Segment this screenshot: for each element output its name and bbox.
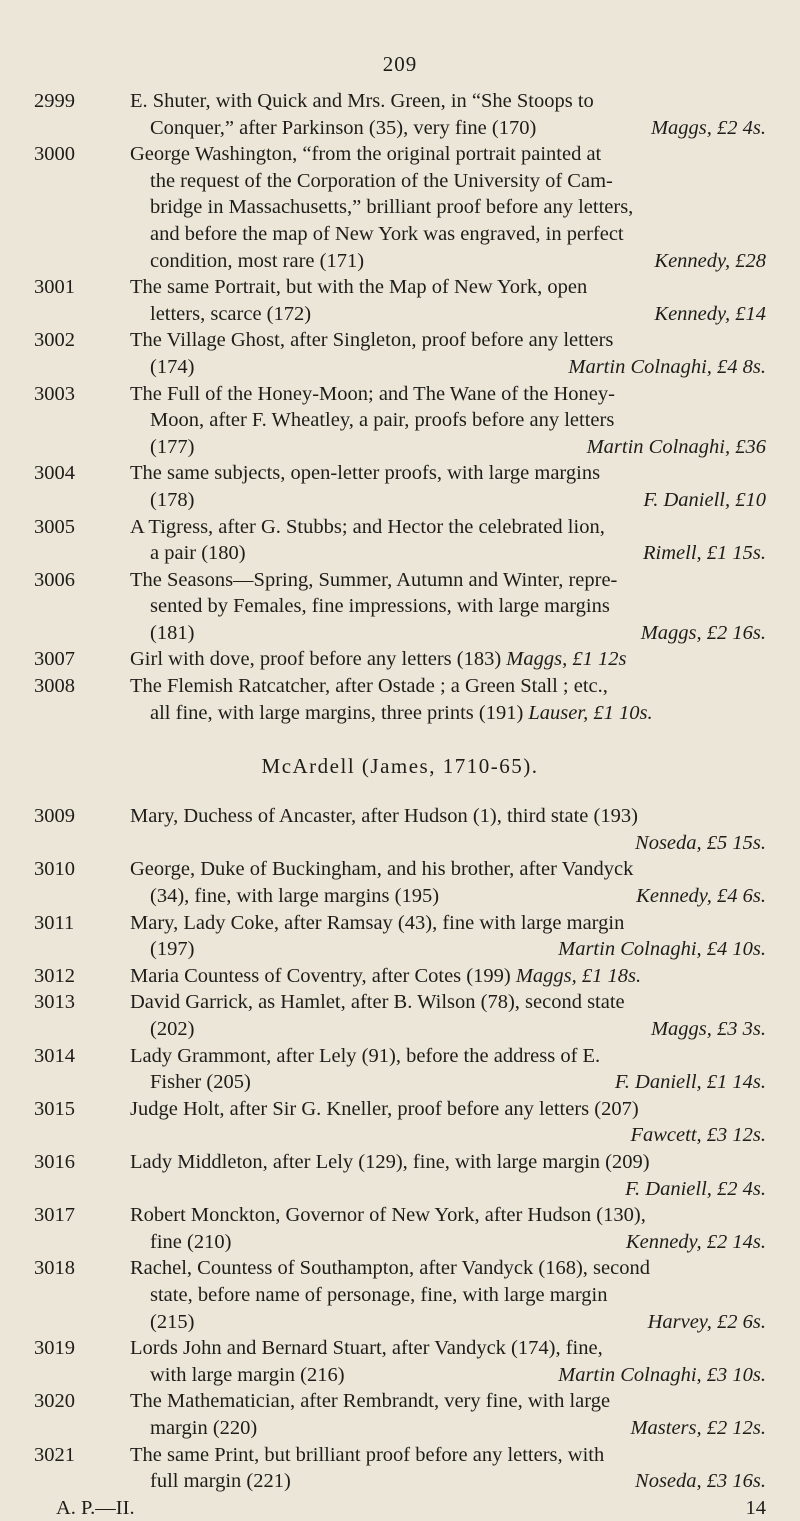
entry-line xyxy=(130,407,766,434)
description-text: The same Print, but brilliant proof before any letters, with xyxy=(130,1443,605,1466)
lot-number: 3010 xyxy=(34,858,75,881)
entry-line xyxy=(130,354,766,381)
description-text: the request of the Corporation of the University of Cam- xyxy=(150,169,613,192)
buyer-price: F. Daniell, £1 14s. xyxy=(614,1071,766,1094)
entry-line xyxy=(130,487,766,514)
buyer-price: Martin Colnaghi, £3 10s. xyxy=(558,1363,766,1386)
lot-entry xyxy=(34,1202,766,1255)
lot-number: 3013 xyxy=(34,991,75,1014)
entry-line xyxy=(130,936,766,963)
description-text: with large margin (216) xyxy=(150,1363,345,1386)
section-heading: McArdell (James, 1710-65). xyxy=(261,754,539,779)
description-text: letters, scarce (172) xyxy=(150,302,312,325)
lot-number: 3002 xyxy=(34,329,75,352)
description-text: (177) xyxy=(150,435,195,458)
description-text: sented by Females, fine impressions, with large margins xyxy=(150,595,610,618)
lot-number: 3019 xyxy=(34,1337,75,1360)
lot-entry xyxy=(34,646,766,673)
description-text: Maria Countess of Coventry, after Cotes (199) xyxy=(130,964,516,987)
description-text: The Village Ghost, after Singleton, proof before any letters xyxy=(130,329,614,352)
description-text: (197) xyxy=(150,938,195,961)
lot-number: 2999 xyxy=(34,90,75,112)
entry-line xyxy=(130,1442,766,1469)
lot-entry xyxy=(34,989,766,1042)
lot-entry xyxy=(34,1255,766,1335)
description-text: a pair (180) xyxy=(150,542,246,565)
entry-line xyxy=(130,1149,766,1176)
description-text: Rachel, Countess of Southampton, after Vandyck (168), second xyxy=(130,1257,650,1280)
entry-line xyxy=(130,700,766,727)
entry-line xyxy=(130,194,766,221)
lot-number: 3007 xyxy=(34,648,75,671)
entry-line xyxy=(130,673,766,700)
entry-line xyxy=(130,1096,766,1123)
entry-line xyxy=(130,1043,766,1070)
description-text: (215) xyxy=(150,1310,195,1333)
lot-number: 3021 xyxy=(34,1443,75,1466)
lot-number: 3011 xyxy=(34,911,75,934)
description-text: Lady Middleton, after Lely (129), fine, with large margin (209) xyxy=(130,1150,650,1173)
lot-entry xyxy=(34,88,766,141)
description-text: all fine, with large margins, three prints (191) xyxy=(150,701,529,724)
lot-number: 3006 xyxy=(34,568,75,591)
buyer-price: Martin Colnaghi, £4 10s. xyxy=(558,938,766,961)
buyer-price: Kennedy, £28 xyxy=(654,249,766,272)
entry-line xyxy=(130,620,766,647)
lot-number: 3004 xyxy=(34,462,75,485)
entry-line xyxy=(130,460,766,487)
lot-entry xyxy=(34,1043,766,1096)
page-number: 209 xyxy=(382,52,418,76)
description-text: Conquer,” after Parkinson (35), very fine (170) xyxy=(150,116,537,139)
buyer-price: F. Daniell, £10 xyxy=(643,488,766,511)
entry-line xyxy=(130,593,766,620)
entry-line xyxy=(130,1468,766,1495)
lot-number: 3012 xyxy=(34,964,75,987)
description-text: Fisher (205) xyxy=(150,1071,251,1094)
buyer-price: Kennedy, £4 6s. xyxy=(636,885,766,908)
buyer-price: Lauser, £1 10s. xyxy=(528,701,653,724)
buyer-price: Fawcett, £3 12s. xyxy=(630,1124,766,1147)
lot-group-2 xyxy=(0,803,800,1494)
description-text: (178) xyxy=(150,488,195,511)
description-text: The Flemish Ratcatcher, after Ostade ; a Green Stall ; etc., xyxy=(130,675,608,698)
description-text: state, before name of personage, fine, with large margin xyxy=(150,1283,608,1306)
entry-line xyxy=(130,1176,766,1203)
lot-number: 3014 xyxy=(34,1044,75,1067)
description-text: E. Shuter, with Quick and Mrs. Green, in “She Stoops to xyxy=(130,90,594,112)
entry-line xyxy=(130,1016,766,1043)
description-text: The same subjects, open-letter proofs, with large margins xyxy=(130,462,601,485)
entry-line xyxy=(130,803,766,830)
buyer-price: Maggs, £1 12s xyxy=(506,648,627,671)
lot-number: 3017 xyxy=(34,1204,75,1227)
buyer-price: Harvey, £2 6s. xyxy=(647,1310,766,1333)
lot-entry xyxy=(34,274,766,327)
description-text: (202) xyxy=(150,1018,195,1040)
description-text: David Garrick, as Hamlet, after B. Wilson (78), second state xyxy=(130,991,625,1014)
buyer-price: Noseda, £3 16s. xyxy=(635,1470,766,1493)
entry-line xyxy=(130,88,766,115)
lot-entries xyxy=(0,88,800,1521)
description-text: Robert Monckton, Governor of New York, after Hudson (130), xyxy=(130,1204,646,1227)
description-text: Lady Grammont, after Lely (91), before the address of E. xyxy=(130,1044,601,1067)
lot-entry xyxy=(34,514,766,567)
lot-entry xyxy=(34,567,766,647)
lot-entry xyxy=(34,1096,766,1149)
entry-line xyxy=(130,514,766,541)
description-text: The same Portrait, but with the Map of New York, open xyxy=(130,276,588,299)
buyer-price: Martin Colnaghi, £36 xyxy=(586,435,766,458)
description-text: Mary, Lady Coke, after Ramsay (43), fine with large margin xyxy=(130,911,625,934)
lot-entry xyxy=(34,910,766,963)
lot-entry xyxy=(34,1442,766,1495)
description-text: A Tigress, after G. Stubbs; and Hector the celebrated lion, xyxy=(130,515,605,538)
entry-line xyxy=(130,434,766,461)
description-text: Girl with dove, proof before any letters (183) xyxy=(130,648,507,671)
sheet-number: 14 xyxy=(745,1496,766,1519)
entry-line xyxy=(130,830,766,857)
lot-number: 3003 xyxy=(34,382,75,405)
description-text: Moon, after F. Wheatley, a pair, proofs before any letters xyxy=(150,409,615,432)
entry-line xyxy=(130,883,766,910)
entry-line xyxy=(130,1335,766,1362)
entry-line xyxy=(130,248,766,275)
description-text: The Seasons—Spring, Summer, Autumn and Winter, repre- xyxy=(130,568,618,591)
buyer-price: Maggs, £1 18s. xyxy=(515,964,642,987)
buyer-price: Maggs, £2 4s. xyxy=(650,116,766,139)
description-text: Lords John and Bernard Stuart, after Vandyck (174), fine, xyxy=(130,1337,603,1360)
entry-line xyxy=(130,381,766,408)
description-text: George Washington, “from the original portrait painted at xyxy=(130,143,602,166)
buyer-price: Maggs, £3 3s. xyxy=(650,1018,766,1040)
entry-line xyxy=(130,141,766,168)
entry-line xyxy=(130,1309,766,1336)
lot-number: 3018 xyxy=(34,1257,75,1280)
lot-number: 3001 xyxy=(34,276,75,299)
entry-line xyxy=(130,168,766,195)
entry-line xyxy=(130,567,766,594)
buyer-price: F. Daniell, £2 4s. xyxy=(625,1177,766,1200)
lot-entry xyxy=(34,141,766,274)
entry-line xyxy=(130,540,766,567)
lot-entry xyxy=(34,460,766,513)
buyer-price: Noseda, £5 15s. xyxy=(635,831,766,854)
description-text: (181) xyxy=(150,621,195,644)
signature-mark: A. P.—II. xyxy=(56,1496,135,1519)
description-text: Mary, Duchess of Ancaster, after Hudson (1), third state (193) xyxy=(130,805,638,828)
lot-entry xyxy=(34,1149,766,1202)
description-text: Judge Holt, after Sir G. Kneller, proof before any letters (207) xyxy=(130,1097,639,1120)
lot-group-1 xyxy=(0,88,800,726)
lot-number: 3008 xyxy=(34,675,75,698)
lot-entry xyxy=(34,381,766,461)
description-text: full margin (221) xyxy=(150,1470,291,1493)
entry-line xyxy=(130,989,766,1016)
page-footer xyxy=(56,1495,766,1521)
description-text: (34), fine, with large margins (195) xyxy=(150,885,440,908)
buyer-price: Kennedy, £2 14s. xyxy=(625,1230,766,1253)
entry-line xyxy=(130,1122,766,1149)
description-text: and before the map of New York was engraved, in perfect xyxy=(150,222,624,245)
description-text: fine (210) xyxy=(150,1230,232,1253)
lot-number: 3015 xyxy=(34,1097,75,1120)
lot-number: 3005 xyxy=(34,515,75,538)
description-text: The Full of the Honey-Moon; and The Wane of the Honey- xyxy=(130,382,615,405)
buyer-price: Maggs, £2 16s. xyxy=(640,621,766,644)
buyer-price: Rimell, £1 15s. xyxy=(643,542,766,565)
entry-line xyxy=(130,910,766,937)
lot-number: 3016 xyxy=(34,1150,75,1173)
entry-line xyxy=(130,274,766,301)
entry-line xyxy=(130,1229,766,1256)
lot-number: 3009 xyxy=(34,805,75,828)
lot-entry xyxy=(34,327,766,380)
lot-number: 3000 xyxy=(34,143,75,166)
entry-line xyxy=(130,115,766,142)
entry-line xyxy=(130,221,766,248)
entry-line xyxy=(130,963,766,990)
lot-number: 3020 xyxy=(34,1390,75,1413)
entry-line xyxy=(130,646,766,673)
entry-line xyxy=(130,301,766,328)
entry-line xyxy=(130,1362,766,1389)
entry-line xyxy=(130,1202,766,1229)
description-text: George, Duke of Buckingham, and his brother, after Vandyck xyxy=(130,858,634,881)
entry-line xyxy=(130,1415,766,1442)
buyer-price: Kennedy, £14 xyxy=(654,302,766,325)
entry-line xyxy=(130,1255,766,1282)
entry-line xyxy=(130,1282,766,1309)
lot-entry xyxy=(34,856,766,909)
lot-entry xyxy=(34,1388,766,1441)
lot-entry xyxy=(34,963,766,990)
buyer-price: Martin Colnaghi, £4 8s. xyxy=(568,355,766,378)
entry-line xyxy=(130,1069,766,1096)
description-text: condition, most rare (171) xyxy=(150,249,365,272)
description-text: bridge in Massachusetts,” brilliant proof before any letters, xyxy=(150,196,634,219)
entry-line xyxy=(130,856,766,883)
lot-entry xyxy=(34,673,766,726)
lot-entry xyxy=(34,1335,766,1388)
description-text: margin (220) xyxy=(150,1416,258,1439)
entry-line xyxy=(130,1388,766,1415)
buyer-price: Masters, £2 12s. xyxy=(630,1416,766,1439)
description-text: The Mathematician, after Rembrandt, very fine, with large xyxy=(130,1390,611,1413)
description-text: (174) xyxy=(150,355,195,378)
lot-entry xyxy=(34,803,766,856)
entry-line xyxy=(130,327,766,354)
